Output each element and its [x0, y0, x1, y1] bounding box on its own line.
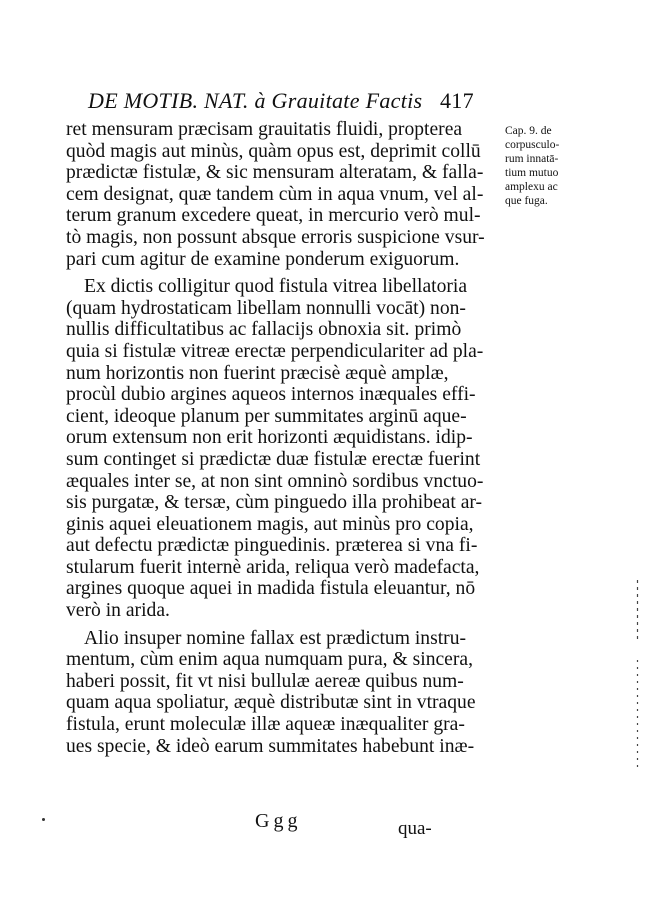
text-line: Ex dictis colligitur quod fistula vitrea libellatoria [84, 276, 468, 298]
text-line: sum continget si prædictæ duæ fistulæ erectæ fuerint [66, 448, 481, 470]
text-line: procùl dubio argines aqueos internos inæquales effi- [66, 384, 476, 406]
text-line: ues specie, & ideò earum summitates habebunt inæ- [66, 735, 475, 757]
margin-note [505, 124, 605, 208]
text-line: argines quoque aquei in madida fistula eleuantur, nō [66, 578, 476, 600]
text-line: terum granum excedere queat, in mercurio verò mul- [66, 205, 481, 227]
text-line: num horizontis non fuerint præcisè æquè amplæ, [66, 362, 449, 384]
text-line: ret mensuram præcisam grauitatis fluidi, propterea [66, 119, 463, 140]
text-line: (quam hydrostaticam libellam nonnulli vocāt) non- [66, 297, 466, 319]
text-line: quam aqua spoliatur, æquè distributæ sint in vtraque [66, 692, 476, 714]
margin-note-line: amplexu ac [505, 181, 558, 193]
page-edge-shadow [636, 580, 639, 770]
text-line: pari cum agitur de examine ponderum exiguorum. [66, 248, 460, 270]
page-number: 417 [440, 88, 474, 113]
text-line: mentum, cùm enim aqua numquam pura, & sincera, [66, 649, 474, 671]
margin-note-line: rum innatā- [505, 153, 559, 165]
margin-note-line: Cap. 9. de [505, 125, 552, 137]
text-line: sis purgatæ, & tersæ, cùm pinguedo illa prohibeat ar- [66, 492, 483, 514]
text-line: nullis difficultatibus ac fallacijs obnoxia sit. primò [66, 319, 462, 341]
paragraph-3 [66, 628, 486, 758]
signature-mark: Ggg [255, 810, 302, 832]
paragraph-2 [66, 276, 486, 622]
margin-note-line: tium mutuo [505, 167, 559, 179]
text-line: prædictæ fistulæ, & sic mensuram alteratam, & falla- [66, 162, 484, 184]
body-text [66, 119, 486, 757]
margin-note-line: que fuga. [505, 195, 548, 207]
text-line: verò in arida. [66, 600, 170, 622]
catchword: qua- [398, 818, 432, 839]
text-line: stularum fuerit internè arida, reliqua verò madefacta, [66, 556, 480, 578]
text-line: fistula, erunt moleculæ illæ aqueæ inæqualiter gra- [66, 714, 465, 736]
running-head [88, 88, 488, 114]
text-line: quòd magis aut minùs, quàm opus est, deprimit collū [66, 140, 481, 162]
text-line: ginis aquei eleuationem magis, aut minùs pro copia, [66, 513, 474, 535]
text-line: cient, ideoque planum per summitates arginū aque- [66, 405, 467, 427]
text-line: æquales inter se, at non sint omninò sordibus vnctuo- [66, 470, 484, 492]
text-line: quia si fistulæ vitreæ erectæ perpendiculariter ad pla- [66, 340, 484, 362]
text-line: haberi possit, fit vt nisi bullulæ aereæ quibus num- [66, 670, 464, 692]
text-line: orum extensum non erit horizonti æquidistans. idip- [66, 427, 473, 449]
margin-note-line: corpusculo- [505, 139, 560, 151]
running-title: DE MOTIB. NAT. à Grauitate Factis [88, 88, 423, 113]
text-line: Alio insuper nomine fallax est prædictum instru- [84, 627, 467, 649]
text-line: aut defectu prædictæ pinguedinis. præterea si vna fi- [66, 535, 478, 557]
paragraph-1 [66, 119, 486, 270]
text-line: cem designat, quæ tandem cùm in aqua vnum, vel al- [66, 183, 484, 205]
text-line: tò magis, non possunt absque erroris suspicione vsur- [66, 226, 485, 248]
ink-speck [42, 818, 45, 821]
